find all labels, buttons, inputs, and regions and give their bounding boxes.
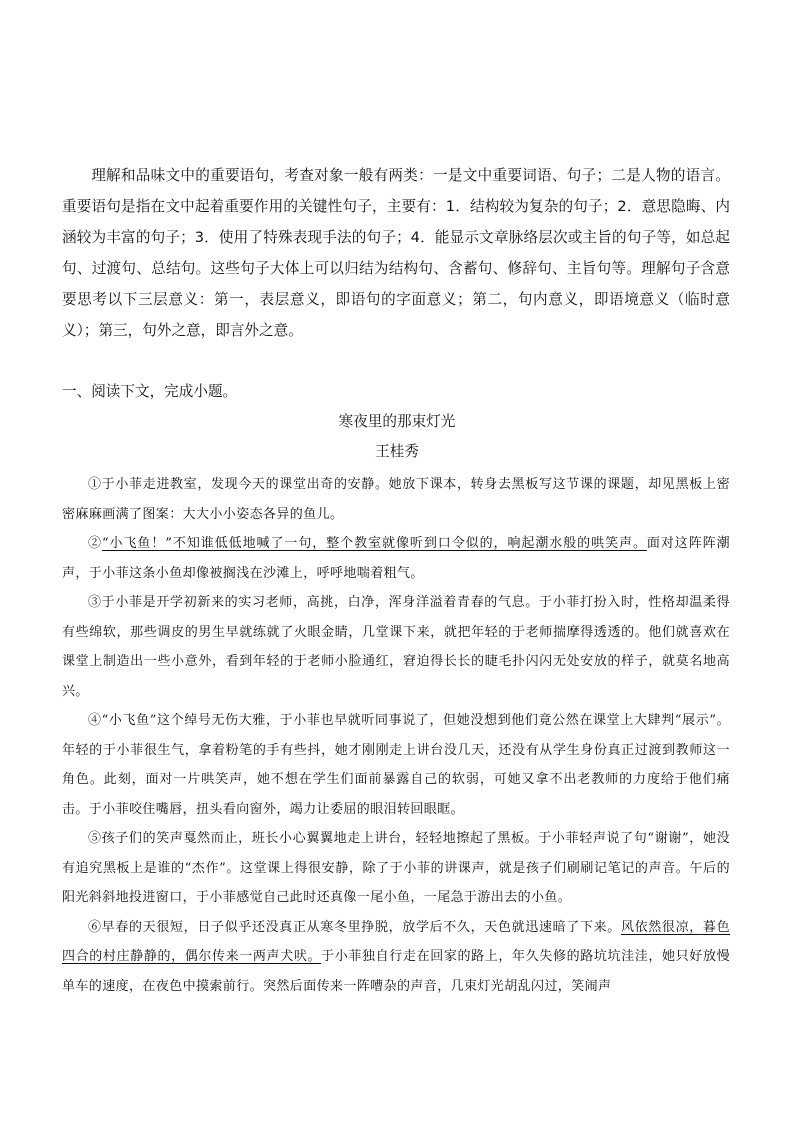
paragraph-1: ①于小菲走进教室，发现今天的课堂出奇的安静。她放下课本，转身去黑板写这节课的课题，却见黑板上密密麻麻画满了图案：大大小小姿态各异的鱼儿。 xyxy=(62,477,730,522)
story-author: 王桂秀 xyxy=(375,443,419,460)
paragraph-4: ④“小飞鱼”这个绰号无伤大雅，于小菲也早就听同事说了，但她没想到他们竟公然在课堂上大肆判“展示”。年轻的于小菲很生气，拿着粉笔的手有些抖，她才刚刚走上讲台没几天，还没有从学生身份真正过渡到教师这一角色。此刻，面对一片哄笑声，她不想在学生们面前暴露自己的软弱，可她又拿不出老教师的力度给于他们痛击。于小菲咬住嘴唇，扭头看向窗外，竭力让委屈的眼泪转回眼眶。 xyxy=(62,713,730,817)
paragraph-3: ③于小菲是开学初新来的实习老师，高挑，白净，浑身洋溢着青春的气息。于小菲打扮入时，性格却温柔得有些绵软，那些调皮的男生早就练就了火眼金睛，几堂课下来，就把年轻的于老师揣摩得透透的。他们就喜欢在课堂上制造出一些小意外，看到年轻的于老师小脸通红，窘迫得长长的睫毛扑闪闪无处安放的样子，就莫名地高兴。 xyxy=(62,595,730,699)
paragraph-5: ⑤孩子们的笑声戛然而止，班长小心翼翼地走上讲台，轻轻地擦起了黑板。于小菲轻声说了句“谢谢”，她没有追究黑板上是谁的“杰作”。这堂课上得很安静，除了于小菲的讲课声，就是孩子们刷刷记笔记的声音。午后的阳光斜斜地投进窗口，于小菲感觉自己此时还真像一尾小鱼，一尾急于游出去的小鱼。 xyxy=(62,831,730,905)
paragraph-6-rest: 于小菲独自行走在回家的路上，年久失修的路坑坑洼洼，她只好放慢单车的速度，在夜色中摸索前行。突然后面传来一阵嘈杂的声音，几束灯光胡乱闪过，笑闹声 xyxy=(62,949,730,994)
underlined-sentence: 风依然很凉，暮色四合的村庄静静的，偶尔传来一两声犬吠。 xyxy=(62,919,730,964)
paragraph-2-rest: 面对这阵阵潮声，于小菲这条小鱼却像被搁浅在沙滩上，呼呼地喘着粗气。 xyxy=(62,536,730,581)
paragraph-2 xyxy=(62,529,730,588)
story-body xyxy=(62,470,730,1001)
paragraph-6 xyxy=(62,913,730,1002)
paragraph-6-lead: ⑥早春的天很短，日子似乎还没真正从寒冬里挣脱，放学后不久，天色就迅速暗了下来。 xyxy=(88,919,621,935)
section-heading: 一、阅读下文，完成小题。 xyxy=(62,383,238,400)
paragraph-2-marker: ② xyxy=(88,536,102,551)
story-title: 寒夜里的那束灯光 xyxy=(338,413,456,430)
underlined-sentence: “小飞鱼！”不知谁低低地喊了一句，整个教室就像听到口令似的，响起潮水般的哄笑声。 xyxy=(101,536,647,551)
intro-paragraph: 理解和品味文中的重要语句，考查对象一般有两类：一是文中重要词语、句子；二是人物的语言。重要语句是指在文中起着重要作用的关键性句子，主要有：1．结构较为复杂的句子；2．意思隐晦、内涵较为丰富的句子；3．使用了特殊表现手法的句子；4．能显示文章脉络层次或主旨的句子等，如总起句、过渡句、总结句。这些句子大体上可以归结为结构句、含蓄句、修辞句、主旨句等。理解句子含意要思考以下三层意义：第一，表层意义，即语句的字面意义；第二，句内意义，即语境意义（临时意义）；第三，句外之意，即言外之意。 xyxy=(62,167,730,339)
